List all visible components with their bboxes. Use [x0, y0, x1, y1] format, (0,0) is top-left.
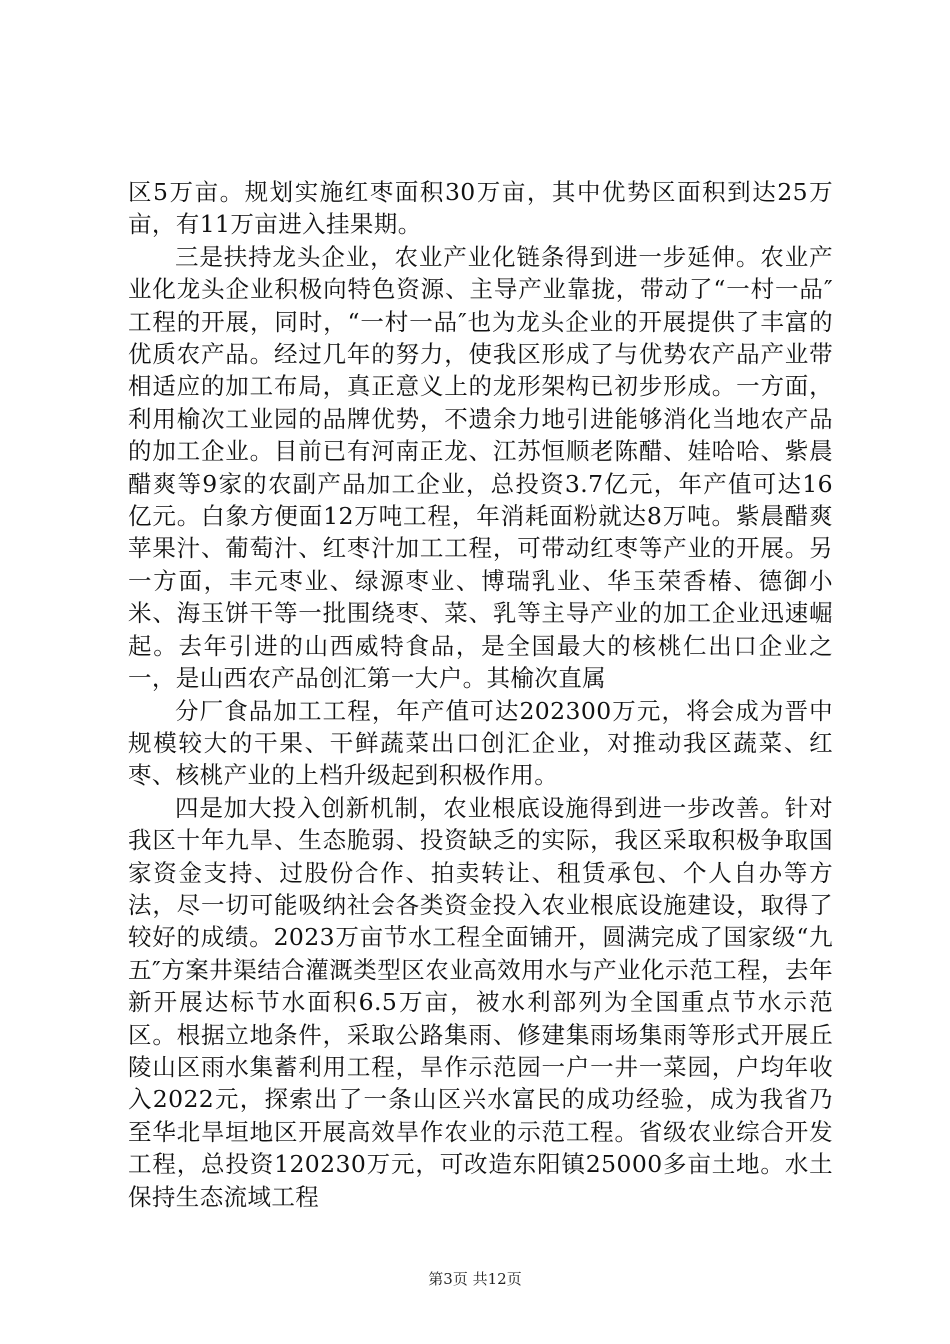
body-text	[128, 176, 833, 1213]
paragraph-4: 四是加大投入创新机制，农业根底设施得到进一步改善。针对我区十年九旱、生态脆弱、投资缺乏的实际，我区采取积极争取国家资金支持、过股份合作、拍卖转让、租赁承包、个人自办等方法，尽一切可能吸纳社会各类资金投入农业根底设施建设，取得了较好的成绩。2023万亩节水工程全面铺开，圆满完成了国家级“九五″方案井渠结合灌溉类型区农业高效用水与产业化示范工程，去年新开展达标节水面积6.5万亩，被水利部列为全国重点节水示范区。根据立地条件，采取公路集雨、修建集雨场集雨等形式开展丘陵山区雨水集蓄利用工程，旱作示范园一户一井一菜园，户均年收入2022元，探索出了一条山区兴水富民的成功经验，成为我省乃至华北旱垣地区开展高效旱作农业的示范工程。省级农业综合开发工程，总投资120230万元，可改造东阳镇25000多亩土地。水土保持生态流域工程	[128, 793, 833, 1211]
page-footer: 第3页 共12页	[428, 1270, 522, 1288]
paragraph-3: 分厂食品加工工程，年产值可达202300万元，将会成为晋中规模较大的干果、干鲜蔬菜出口创汇企业，对推动我区蔬菜、红枣、核桃产业的上档升级起到积极作用。	[128, 696, 833, 790]
paragraph-2: 三是扶持龙头企业，农业产业化链条得到进一步延伸。农业产业化龙头企业积极向特色资源、主导产业靠拢，带动了“一村一品″工程的开展，同时，“一村一品″也为龙头企业的开展提供了丰富的优质农产品。经过几年的努力，使我区形成了与优势农产品产业带相适应的加工布局，真正意义上的龙形架构已初步形成。一方面，利用榆次工业园的品牌优势，不遗余力地引进能够消化当地农产品的加工企业。目前已有河南正龙、江苏恒顺老陈醋、娃哈哈、紫晨醋爽等9家的农副产品加工企业，总投资3.7亿元，年产值可达16亿元。白象方便面12万吨工程，年消耗面粉就达8万吨。紫晨醋爽苹果汁、葡萄汁、红枣汁加工工程，可带动红枣等产业的开展。另一方面，丰元枣业、绿源枣业、博瑞乳业、华玉荣香椿、德御小米、海玉饼干等一批围绕枣、菜、乳等主导产业的加工企业迅速崛起。去年引进的山西威特食品，是全国最大的核桃仁出口企业之一，是山西农产品创汇第一大户。其榆次直属	[128, 242, 833, 693]
paragraph-1: 区5万亩。规划实施红枣面积30万亩，其中优势区面积到达25万亩，有11万亩进入挂果期。	[128, 178, 833, 239]
